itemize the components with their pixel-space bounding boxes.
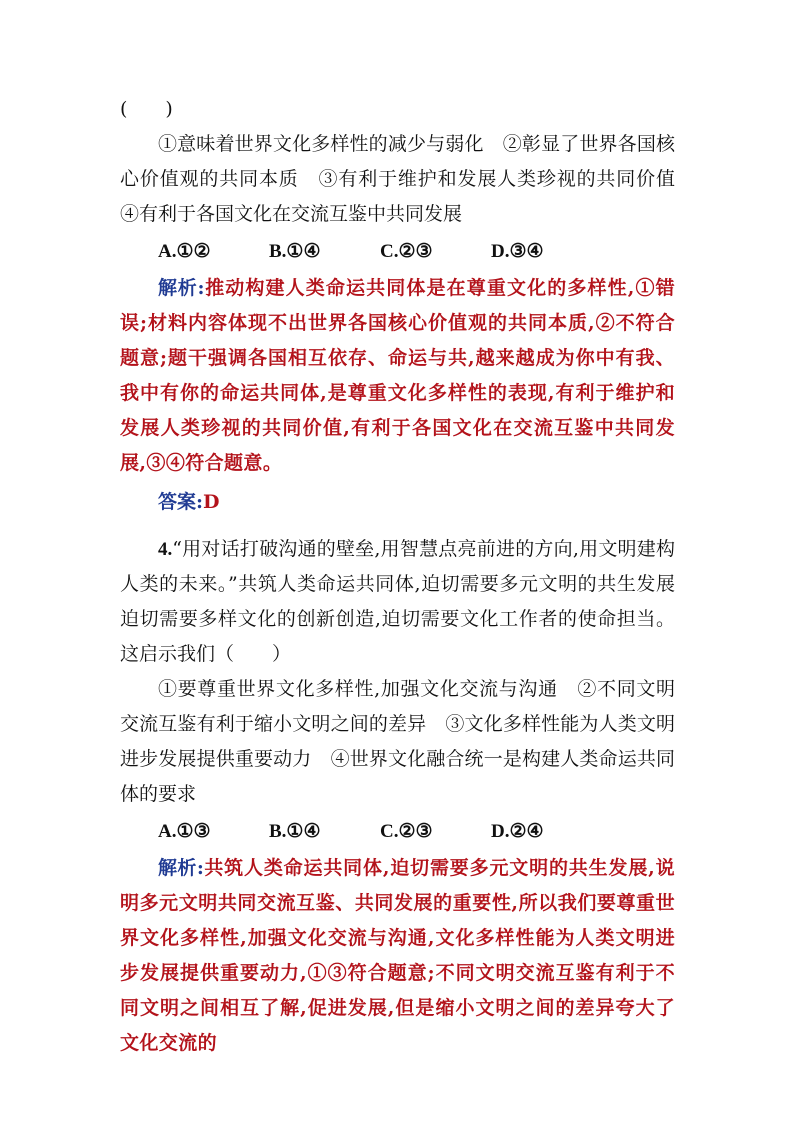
q3-analysis-text: 推动构建人类命运共同体是在尊重文化的多样性,①错误;材料内容体现不出世界各国核心价值观的共同本质,②不符合题意;题干强调各国相互依存、命运与共,越来越成为你中有我、我中有你的命运共同体,是尊重文化多样性的表现,有利于维护和发展人类珍视的共同价值,有利于各国文化在交流互鉴中共同发展,③④符合题意。 <box>120 277 676 474</box>
q4-stem-text: “用对话打破沟通的壁垒,用智慧点亮前进的方向,用文明建构人类的未来。”共筑人类命运共同体,迫切需要多元文明的共生发展迫切需要多样文化的创新创造,迫切需要文化工作者的使命担当。这启示我们（ ） <box>120 538 675 665</box>
q3-option-d: D.③④ <box>491 241 544 262</box>
q3-answer <box>120 485 675 520</box>
q3-option-b: B.①④ <box>269 241 321 262</box>
q3-stem-tail: ( ) <box>120 98 173 120</box>
q3-option-c: C.②③ <box>380 241 433 262</box>
q3-analysis-label: 解析: <box>158 277 205 299</box>
q4-statements: ①要尊重世界文化多样性,加强文化交流与沟通 ②不同文明交流互鉴有利于缩小文明之间的差异 ③文化多样性能为人类文明进步发展提供重要动力 ④世界文化融合统一是构建人类命运共同体的要求 <box>120 678 675 805</box>
q3-option-a: A.①② <box>158 241 211 262</box>
q3-statements: ①意味着世界文化多样性的减少与弱化 ②彰显了世界各国核心价值观的共同本质 ③有利于维护和发展人类珍视的共同价值 ④有利于各国文化在交流互鉴中共同发展 <box>120 133 695 225</box>
q4-analysis <box>120 851 675 1061</box>
q4-option-d: D.②④ <box>491 821 544 842</box>
q3-answer-label: 答案: <box>158 491 204 513</box>
q4-options <box>120 814 675 849</box>
q3-options <box>120 234 675 269</box>
q4-option-a: A.①③ <box>158 821 211 842</box>
page-content <box>120 92 695 1061</box>
q4-option-b: B.①④ <box>269 821 321 842</box>
q4-stem <box>120 532 675 672</box>
q4-option-c: C.②③ <box>380 821 433 842</box>
q4-analysis-text: 共筑人类命运共同体,迫切需要多元文明的共生发展,说明多元文明共同交流互鉴、共同发展的重要性,所以我们要尊重世界文化多样性,加强文化交流与沟通,文化多样性能为人类文明进步发展提供重要动力,①③符合题意;不同文明交流互鉴有利于不同文明之间相互了解,促进发展,但是缩小文明之间的差异夸大了文化交流的 <box>120 857 676 1054</box>
q4-number: 4. <box>158 539 173 560</box>
q3-analysis <box>120 271 675 481</box>
q4-analysis-label: 解析: <box>158 857 204 879</box>
q3-answer-value: D <box>203 491 220 513</box>
